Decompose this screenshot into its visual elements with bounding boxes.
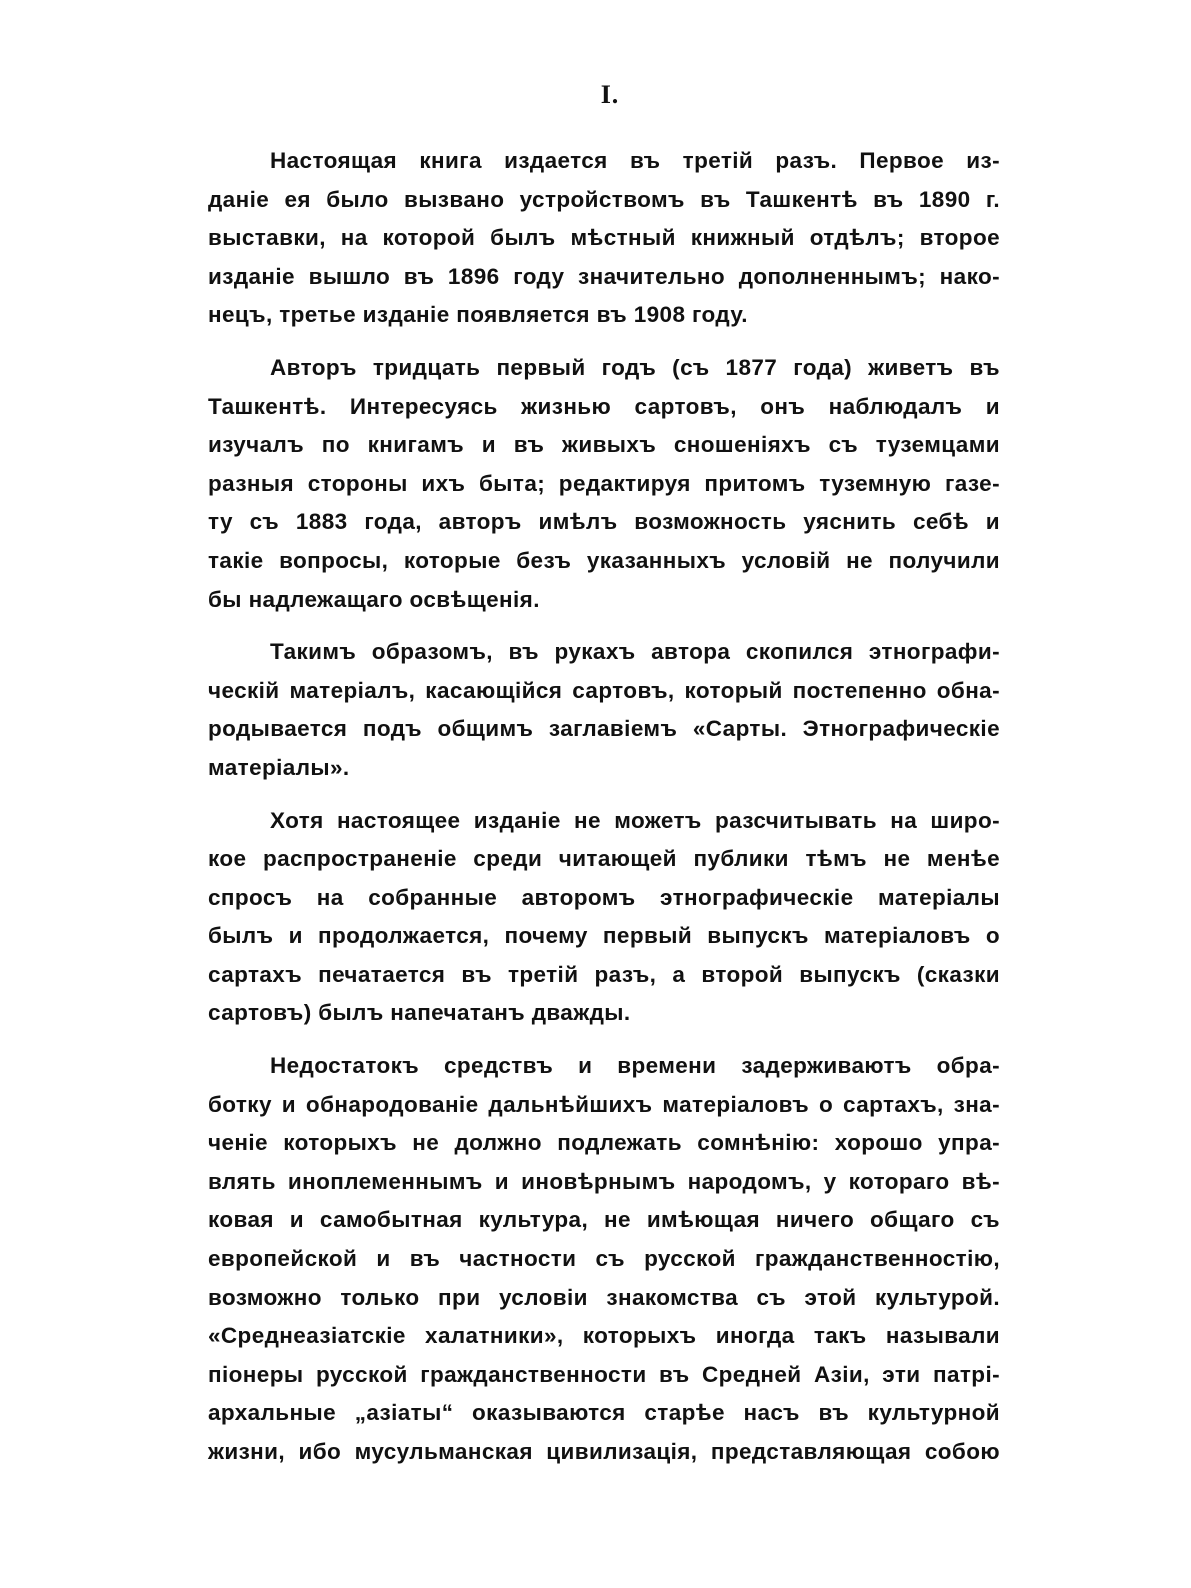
text-line: бы надлежащаго освѣщенія. bbox=[208, 586, 540, 612]
text-line: сартахъ печатается въ третій разъ, а второй выпускъ (сказки bbox=[208, 961, 1000, 987]
text-line: сартовъ) былъ напечатанъ дважды. bbox=[208, 1000, 631, 1026]
text-line: родывается подъ общимъ заглавіемъ «Сарты. Этнографическіе bbox=[208, 716, 1000, 742]
page-number: I. bbox=[600, 80, 620, 109]
paragraph bbox=[208, 633, 1000, 787]
text-line: такіе вопросы, которые безъ указанныхъ условій не получили bbox=[208, 547, 1000, 573]
paragraph bbox=[208, 349, 1000, 619]
text-line: жизни, ибо мусульманская цивилизація, представляющая собою bbox=[208, 1439, 1000, 1464]
text-line: архальные „азіаты“ оказываются старѣе насъ въ культурной bbox=[208, 1400, 1000, 1426]
text-line: ботку и обнародованіе дальнѣйшихъ матеріаловъ о сартахъ, зна- bbox=[208, 1091, 1000, 1117]
text-line: Ташкентѣ. Интересуясь жизнью сартовъ, онъ наблюдалъ и bbox=[208, 393, 1000, 419]
text-column bbox=[208, 142, 1000, 1486]
text-line: Авторъ тридцать первый годъ (съ 1877 года) живетъ въ bbox=[270, 354, 1000, 380]
text-line: спросъ на собранные авторомъ этнографическіе матеріалы bbox=[208, 884, 1000, 910]
paragraph bbox=[208, 142, 1000, 335]
text-line: выставки, на которой былъ мѣстный книжный отдѣлъ; второе bbox=[208, 225, 1000, 251]
text-line: ковая и самобытная культура, не имѣющая ничего общаго съ bbox=[208, 1207, 1000, 1233]
text-line: влять иноплеменнымъ и иновѣрнымъ народомъ, у котораго вѣ- bbox=[208, 1168, 1000, 1194]
paragraph bbox=[208, 802, 1000, 1034]
text-line: изданіе вышло въ 1896 году значительно дополненнымъ; нако- bbox=[208, 263, 1000, 289]
text-line: піонеры русской гражданственности въ Средней Азіи, эти патрі- bbox=[208, 1361, 1000, 1387]
text-line: Хотя настоящее изданіе не можетъ разсчитывать на широ- bbox=[270, 807, 1000, 833]
text-line: Настоящая книга издается въ третій разъ. Первое из- bbox=[270, 148, 1000, 173]
text-line: изучалъ по книгамъ и въ живыхъ сношеніяхъ съ туземцами bbox=[208, 432, 1000, 458]
text-line: «Среднеазіатскіе халатники», которыхъ иногда такъ называли bbox=[208, 1323, 1000, 1349]
text-line: ческій матеріалъ, касающійся сартовъ, который постепенно обна- bbox=[208, 677, 1000, 703]
text-line: ченіе которыхъ не должно подлежать сомнѣнію: хорошо упра- bbox=[208, 1130, 1000, 1156]
text-line: разныя стороны ихъ быта; редактируя притомъ туземную газе- bbox=[208, 470, 1000, 496]
paragraph bbox=[208, 1047, 1000, 1472]
text-line: былъ и продолжается, почему первый выпускъ матеріаловъ о bbox=[208, 923, 1000, 949]
text-line: даніе ея было вызвано устройствомъ въ Ташкентѣ въ 1890 г. bbox=[208, 186, 1000, 212]
text-line: ту съ 1883 года, авторъ имѣлъ возможность уяснить себѣ и bbox=[208, 509, 1000, 535]
text-line: кое распространеніе среди читающей публики тѣмъ не менѣе bbox=[208, 846, 1000, 872]
text-line: матеріалы». bbox=[208, 754, 350, 780]
text-line: нецъ, третье изданіе появляется въ 1908 году. bbox=[208, 302, 748, 328]
text-line: европейской и въ частности съ русской гражданственностію, bbox=[208, 1246, 1000, 1272]
text-line: возможно только при условіи знакомства съ этой культурой. bbox=[208, 1284, 1000, 1310]
text-line: Недостатокъ средствъ и времени задерживаютъ обра- bbox=[270, 1053, 1000, 1079]
text-line: Такимъ образомъ, въ рукахъ автора скопился этнографи- bbox=[270, 639, 1000, 665]
